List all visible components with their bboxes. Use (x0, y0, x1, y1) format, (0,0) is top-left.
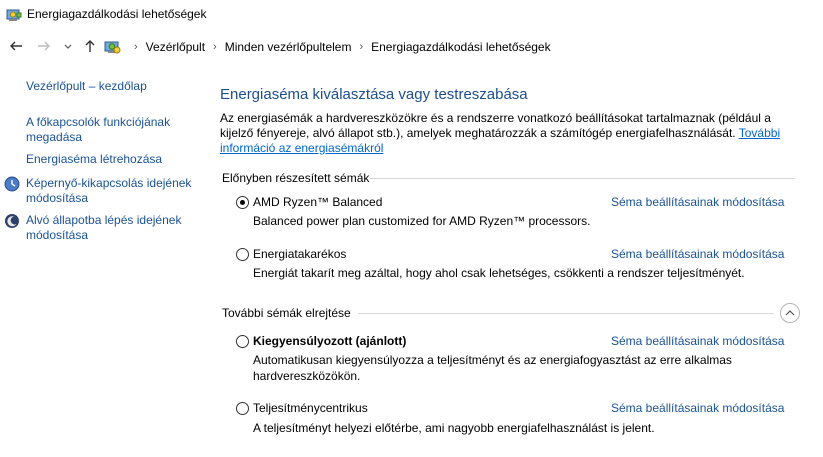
plan-name[interactable]: AMD Ryzen™ Balanced (253, 195, 383, 209)
display-shield-icon (4, 176, 20, 192)
sleep-moon-icon (4, 213, 20, 229)
address-bar (0, 32, 823, 60)
plan-description: Energiát takarít meg azáltal, hogy ahol csak lehetséges, csökkenti a rendszer teljesítményét. (253, 266, 745, 280)
plan-name[interactable]: Kiegyensúlyozott (ajánlott) (253, 334, 407, 348)
breadcrumb-control-panel[interactable]: Vezérlőpult (145, 40, 206, 54)
plan-description: A teljesítményt helyezi előtérbe, ami nagyobb energiafelhasználást is jelent. (253, 421, 655, 435)
window-title: Energiagazdálkodási lehetőségek (27, 7, 207, 21)
breadcrumb-separator: › (359, 41, 364, 53)
plan-description: Balanced power plan customized for AMD Ryzen™ processors. (253, 214, 591, 228)
breadcrumb-all-items[interactable]: Minden vezérlőpultelem (224, 40, 352, 54)
plan-name[interactable]: Energiatakarékos (253, 247, 347, 261)
sidebar-item-create-plan[interactable]: Energiaséma létrehozása (26, 152, 163, 166)
change-plan-settings-link[interactable]: Séma beállításainak módosítása (611, 247, 785, 261)
plan-radio-amd-balanced[interactable] (236, 196, 249, 209)
sidebar-item-home[interactable]: Vezérlőpult – kezdőlap (26, 79, 147, 93)
back-arrow-icon[interactable] (8, 38, 24, 54)
breadcrumb-power-options[interactable]: Energiagazdálkodási lehetőségek (371, 40, 551, 54)
breadcrumb (104, 38, 551, 56)
sidebar-item-display-timeout[interactable]: Képernyő-kikapcsolás idejének módosítása (26, 176, 192, 205)
control-panel-icon (104, 38, 122, 56)
page-title: Energiaséma kiválasztása vagy testreszabása (220, 86, 528, 103)
plan-radio-high-performance[interactable] (236, 402, 249, 415)
section-divider (358, 313, 774, 314)
breadcrumb-separator: › (213, 41, 217, 53)
chevron-down-icon[interactable] (63, 38, 73, 54)
collapse-button[interactable] (780, 303, 800, 323)
section-divider (370, 178, 795, 179)
up-arrow-icon[interactable] (82, 38, 98, 54)
power-options-icon (6, 7, 22, 23)
change-plan-settings-link[interactable]: Séma beállításainak módosítása (611, 401, 785, 415)
forward-arrow-icon[interactable] (36, 38, 52, 54)
sidebar-item-power-buttons[interactable]: A főkapcsolók funkciójának megadása (26, 115, 171, 144)
chevron-up-icon (784, 307, 796, 319)
preferred-plans-title: Előnyben részesített sémák (222, 171, 370, 185)
sidebar-item-sleep-timeout[interactable]: Alvó állapotba lépés idejének módosítása (26, 213, 182, 242)
plan-radio-power-saver[interactable] (236, 248, 249, 261)
change-plan-settings-link[interactable]: Séma beállításainak módosítása (611, 334, 785, 348)
breadcrumb-separator: › (134, 41, 138, 53)
plan-description: Automatikusan kiegyensúlyozza a teljesítményt és az energiafogyasztást az erre alkalmas hardvereszközökön. (253, 353, 732, 383)
intro-body: Az energiasémák a hardvereszközökre és a rendszerre vonatkozó beállításokat tartalmaznak (például a kijelző fényereje, alvó állapot stb.), amelyek meghatározzák a számítógép energiafelhasználását. (220, 111, 771, 140)
plan-name[interactable]: Teljesítménycentrikus (253, 401, 368, 415)
change-plan-settings-link[interactable]: Séma beállításainak módosítása (611, 195, 785, 209)
plan-radio-balanced[interactable] (236, 335, 249, 348)
learn-more-link[interactable]: További információ az energiasémákról (220, 126, 781, 155)
intro-text (220, 111, 800, 156)
radio-selected-dot (240, 200, 245, 205)
hidden-plans-title[interactable]: További sémák elrejtése (222, 306, 351, 320)
title-bar (0, 0, 823, 30)
